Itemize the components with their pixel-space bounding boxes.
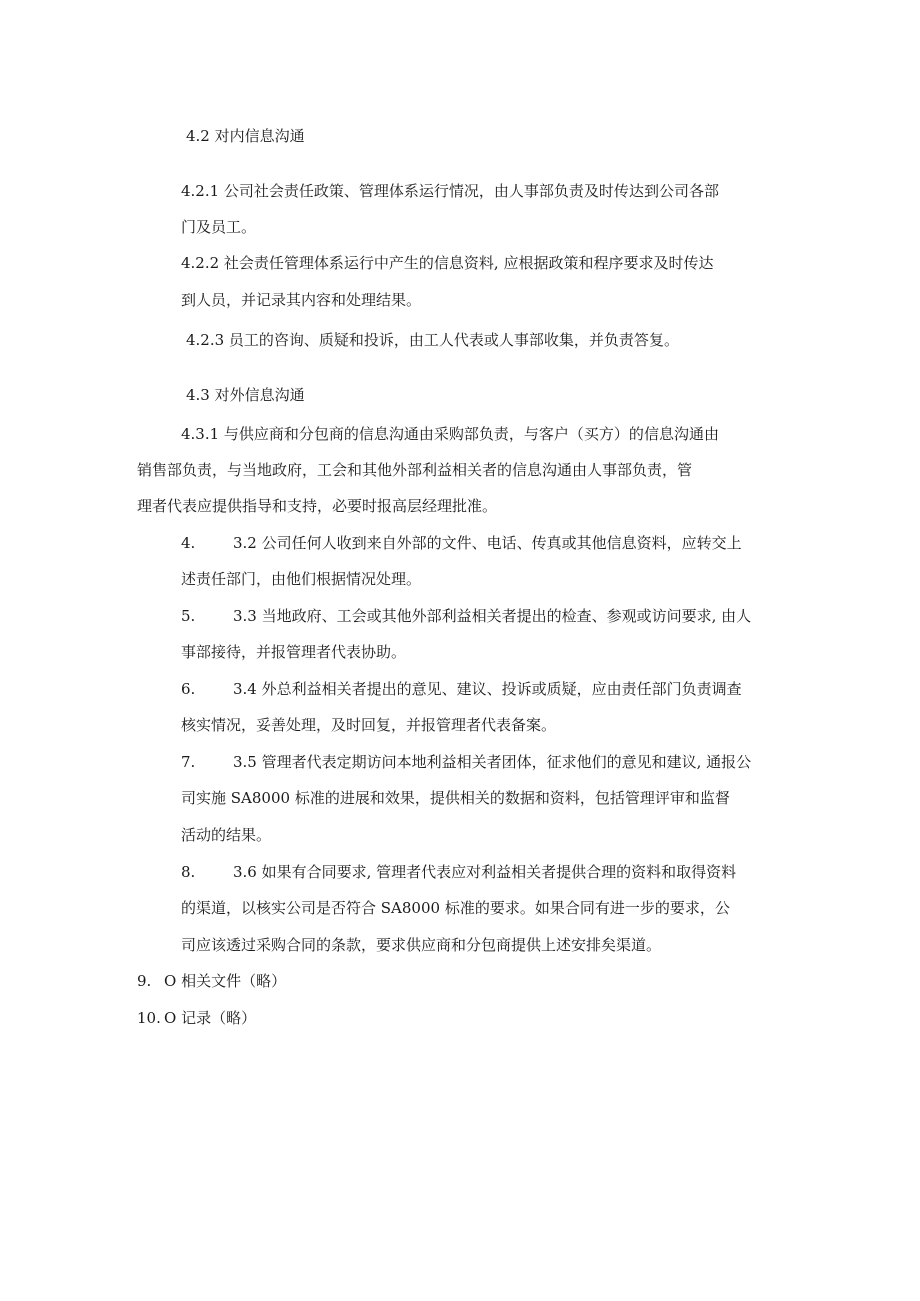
list-text: O 相关文件（略） [164,972,287,990]
para-4-3-1-line2: 销售部负责，与当地政府，工会和其他外部利益相关者的信息沟通由人事部负责，管 [137,461,693,479]
para-4-2-2-line2: 到人员，并记录其内容和处理结果。 [181,291,422,309]
list-item [137,971,286,991]
para-4-2-1-line1: 4.2.1 公司社会责任政策、管理体系运行情况，由人事部负责及时传达到公司各部 [181,182,719,200]
list-text: 3.2 公司任何人收到来自外部的文件、电话、传真或其他信息资料，应转交上 [233,534,742,552]
list-number: 9. [137,972,152,990]
list-item [181,606,751,626]
para-4-2-1-line2: 门及员工。 [181,218,257,236]
list-item-continuation: 司应该透过采购合同的条款，要求供应商和分包商提供上述安排矣渠道。 [181,936,662,954]
list-item-continuation: 的渠道，以核实公司是否符合 SA8000 标准的要求。如果合同有进一步的要求，公 [181,899,730,917]
list-number: 5. [181,607,196,625]
list-text: 3.3 当地政府、工会或其他外部利益相关者提出的检查、参观或访问要求, 由人 [233,607,752,625]
list-text: 3.4 外总利益相关者提出的意见、建议、投诉或质疑，应由责任部门负责调查 [233,680,742,698]
list-number: 7. [181,753,196,771]
list-number: 4. [181,534,196,552]
para-4-2-2-line1: 4.2.2 社会责任管理体系运行中产生的信息资料, 应根据政策和程序要求及时传达 [181,254,714,272]
list-item-continuation: 活动的结果。 [181,826,272,844]
list-item-continuation: 司实施 SA8000 标准的进展和效果，提供相关的数据和资料，包括管理评审和监督 [181,789,730,807]
list-item [181,862,736,882]
para-4-3-1-line1: 4.3.1 与供应商和分包商的信息沟通由采购部负责，与客户（买方）的信息沟通由 [181,425,719,443]
list-text: 3.5 管理者代表定期访问本地利益相关者团体，征求他们的意见和建议, 通报公 [233,753,752,771]
list-number: 6. [181,680,196,698]
list-item-continuation: 述责任部门，由他们根据情况处理。 [181,570,422,588]
list-text: O 记录（略） [164,1009,257,1027]
list-number: 10. [137,1009,161,1027]
list-item [181,533,742,553]
list-number: 8. [181,863,196,881]
list-item [137,1008,256,1028]
para-4-3-1-line3: 理者代表应提供指导和支持，必要时报高层经理批准。 [137,497,498,515]
list-item [181,679,742,699]
list-item-continuation: 事部接待，并报管理者代表协助。 [181,643,407,661]
list-item [181,752,751,772]
heading-4-2: 4.2 对内信息沟通 [186,127,305,145]
heading-4-3: 4.3 对外信息沟通 [186,386,305,404]
list-item-continuation: 核实情况，妥善处理，及时回复，并报管理者代表备案。 [181,716,557,734]
list-text: 3.6 如果有合同要求, 管理者代表应对利益相关者提供合理的资料和取得资料 [233,863,737,881]
para-4-2-3: 4.2.3 员工的咨询、质疑和投诉，由工人代表或人事部收集，并负责答复。 [186,331,679,349]
